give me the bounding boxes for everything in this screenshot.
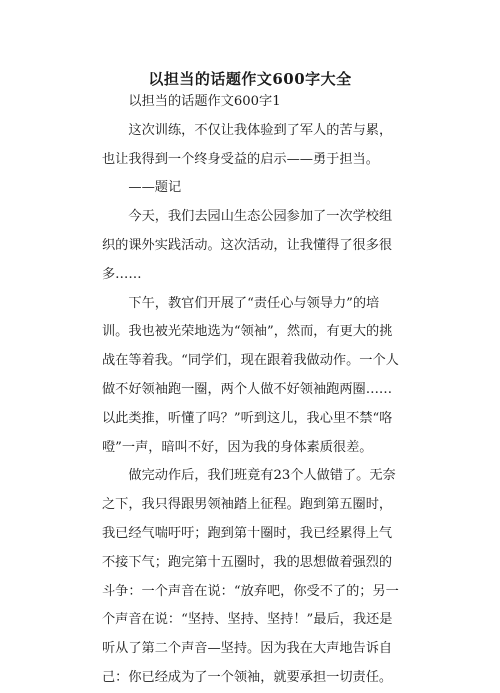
paragraph-2: 今天，我们去园山生态公园参加了一次学校组织的课外实践活动。这次活动，让我懂得了很多很多…… bbox=[102, 209, 393, 282]
paragraph-4: 做完动作后，我们班竟有23个人做错了。无奈之下，我只得跟男领袖踏上征程。跑到第五圈时，我已经气喘吁吁；跑到第十圈时，我已经累得上气不接下气；跑完第十五圈时，我的思想做着强烈的斗争：一个声音在说：“放弃吧，你受不了的；另一个声音在说：“坚持、坚持、坚持！”最后，我还是听从了第二个声音—坚持。因为我在大声地告诉自己：你已经成为了一个领袖，就要承担一切责任。 bbox=[102, 468, 399, 685]
paragraph-3: 下午，教官们开展了“责任心与领导力”的培训。我也被光荣地选为“领袖”，然而，有更大的挑战在等着我。“同学们，现在跟着我做动作。一个人做不好领袖跑一圈，两个人做不好领袖跑两圈……以此类推，听懂了吗？”听到这儿，我心里不禁“咯噔”一声，暗叫不好，因为我的身体素质很差。 bbox=[102, 295, 399, 455]
epigraph-attribution: ——题记 bbox=[128, 180, 182, 196]
paragraph-1: 这次训练，不仅让我体验到了军人的苦与累，也让我得到一个终身受益的启示——勇于担当。 bbox=[102, 122, 393, 167]
section-subtitle: 以担当的话题作文600字1 bbox=[128, 94, 281, 109]
document-title: 以担当的话题作文600字大全 bbox=[148, 70, 352, 88]
document-body bbox=[102, 88, 404, 693]
